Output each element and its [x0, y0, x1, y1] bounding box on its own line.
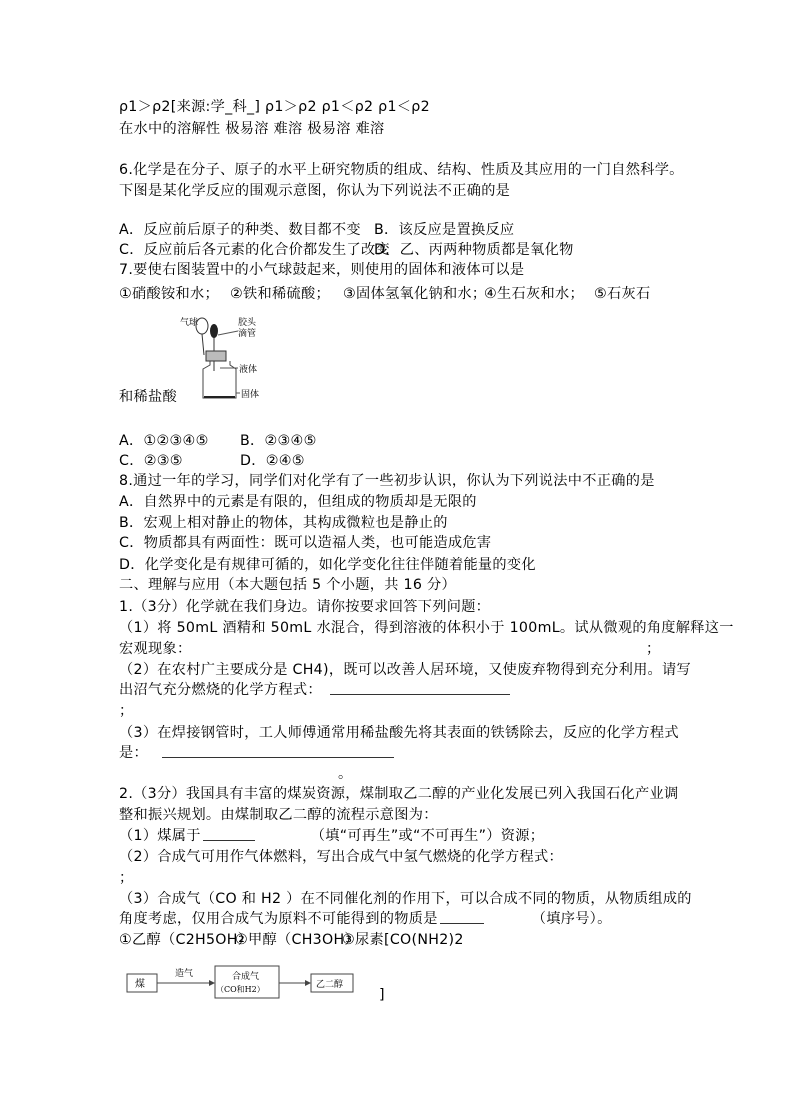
- s2-part3-hint: （填序号）。: [531, 911, 612, 927]
- s1-part2: （2）在农村广主要成分是 CH4)，既可以改善人居环境，又使废弃物得到充分利用。请写: [119, 662, 692, 678]
- label-liquid: 液体: [239, 365, 258, 375]
- q7-item-1: ①硝酸铵和水；: [119, 286, 219, 302]
- s2-item-3: ③尿素[CO(NH2)2: [342, 932, 464, 948]
- s2-part1-prompt: （1）煤属于: [119, 828, 201, 844]
- flow-node-syngas: 合成气: [232, 972, 260, 982]
- q6-option-c: C．反应前后各元素的化合价都发生了改变: [119, 242, 390, 258]
- s1-part1: （1）将 50mL 酒精和 50mL 水混合，得到溶液的体积小于 100mL。试从微观的角度解释这一: [119, 620, 734, 636]
- balloon-apparatus-figure: [178, 313, 273, 405]
- s1-part2-cont: [119, 681, 512, 699]
- q6-stem: 6.化学是在分子、原子的水平上研究物质的组成、结构、性质及其应用的一门自然科学。: [119, 162, 684, 178]
- s1-stem: 1.（3分）化学就在我们身边。请你按要求回答下列问题：: [119, 599, 491, 615]
- coal-to-glycol-flow-diagram: [125, 962, 360, 1002]
- s1-part2-prompt: 出沼气充分燃烧的化学方程式：: [119, 682, 322, 698]
- period: 。: [338, 766, 353, 782]
- flow-node-coal: 煤: [135, 979, 145, 990]
- q7-item-4: ④生石灰和水；: [484, 286, 584, 302]
- s2-part3-prompt: 角度考虑，仅用合成气为原料不可能得到的物质是: [119, 911, 438, 927]
- answer-blank[interactable]: [162, 757, 394, 758]
- q7-item-2: ②铁和稀硫酸；: [230, 286, 330, 302]
- q8-option-a: A．自然界中的元素是有限的，但组成的物质却是无限的: [119, 494, 477, 510]
- solubility-row: 在水中的溶解性 极易溶 难溶 极易溶 难溶: [119, 121, 385, 137]
- s1-part3-cont: [119, 744, 396, 762]
- answer-blank[interactable]: [203, 840, 255, 841]
- q7-item-5-cont: 和稀盐酸: [119, 389, 177, 405]
- q6-option-d: D．乙、丙两种物质都是氧化物: [374, 242, 574, 258]
- q6-option-b: B．该反应是置换反应: [374, 222, 515, 238]
- s1-part3-prompt: 是：: [119, 745, 148, 761]
- section-2-heading: 二、理解与应用（本大题包括 5 个小题，共 16 分）: [119, 577, 456, 593]
- answer-blank[interactable]: [330, 694, 510, 695]
- label-solid: 固体: [241, 390, 260, 400]
- q7-item-3: ③固体氢氧化钠和水；: [343, 286, 487, 302]
- s2-item-2: ②甲醇（CH3OH）: [235, 932, 359, 948]
- semicolon: ；: [646, 641, 661, 657]
- closing-bracket: ]: [379, 987, 385, 1003]
- q7-item-5: ⑤石灰石: [594, 286, 651, 302]
- q6-option-a: A．反应前后原子的种类、数目都不变: [119, 222, 361, 238]
- s2-stem-cont: 整和振兴规划。由煤制取乙二醇的流程示意图为：: [119, 807, 438, 823]
- label-balloon: 气球: [180, 318, 199, 328]
- q7-stem: 7.要使右图装置中的小气球鼓起来，则使用的固体和液体可以是: [119, 262, 525, 278]
- semicolon: ；: [119, 870, 134, 886]
- s2-stem: 2.（3分）我国具有丰富的煤炭资源，煤制取乙二醇的产业化发展已列入我国石化产业调: [119, 786, 679, 802]
- q7-option-c: C．②③⑤: [119, 453, 183, 469]
- label-dropper: 胶头滴管: [238, 318, 257, 339]
- q7-option-b: B．②③④⑤: [240, 433, 317, 449]
- q8-option-c: C．物质都具有两面性：既可以造福人类，也可能造成危害: [119, 535, 492, 551]
- s2-part1: [119, 827, 544, 845]
- density-row: ρ1＞ρ2[来源:学_科_] ρ1＞ρ2 ρ1＜ρ2 ρ1＜ρ2: [119, 99, 430, 115]
- s2-part1-hint: （填“可再生”或“不可再生”）资源；: [310, 828, 545, 844]
- q7-option-a: A．①②③④⑤: [119, 433, 209, 449]
- flow-node-syngas-sub: （CO和H2）: [216, 985, 265, 994]
- flow-node-glycol: 乙二醇: [316, 980, 344, 990]
- q8-option-b: B．宏观上相对静止的物体，其构成微粒也是静止的: [119, 515, 448, 531]
- semicolon: ；: [119, 703, 134, 719]
- s2-part2: （2）合成气可用作气体燃料，写出合成气中氢气燃烧的化学方程式：: [119, 849, 563, 865]
- s1-part3: （3）在焊接钢管时，工人师傅通常用稀盐酸先将其表面的铁锈除去，反应的化学方程式: [119, 725, 679, 741]
- q6-stem-cont: 下图是某化学反应的围观示意图，你认为下列说法不正确的是: [119, 183, 511, 199]
- q8-option-d: D．化学变化是有规律可循的，如化学变化往往伴随着能量的变化: [119, 557, 536, 573]
- s1-part1-cont: 宏观现象：: [119, 641, 192, 657]
- s2-part3: （3）合成气（CO 和 H2 ）在不同催化剂的作用下，可以合成不同的物质，从物质组成的: [119, 891, 692, 907]
- answer-blank[interactable]: [440, 923, 484, 924]
- flow-arrow-label: 造气: [175, 969, 194, 979]
- s2-part3-cont: [119, 910, 612, 928]
- q7-option-d: D．②④⑤: [240, 453, 305, 469]
- s2-item-1: ①乙醇（C2H5OH）: [119, 932, 253, 948]
- q8-stem: 8.通过一年的学习，同学们对化学有了一些初步认识，你认为下列说法中不正确的是: [119, 473, 655, 489]
